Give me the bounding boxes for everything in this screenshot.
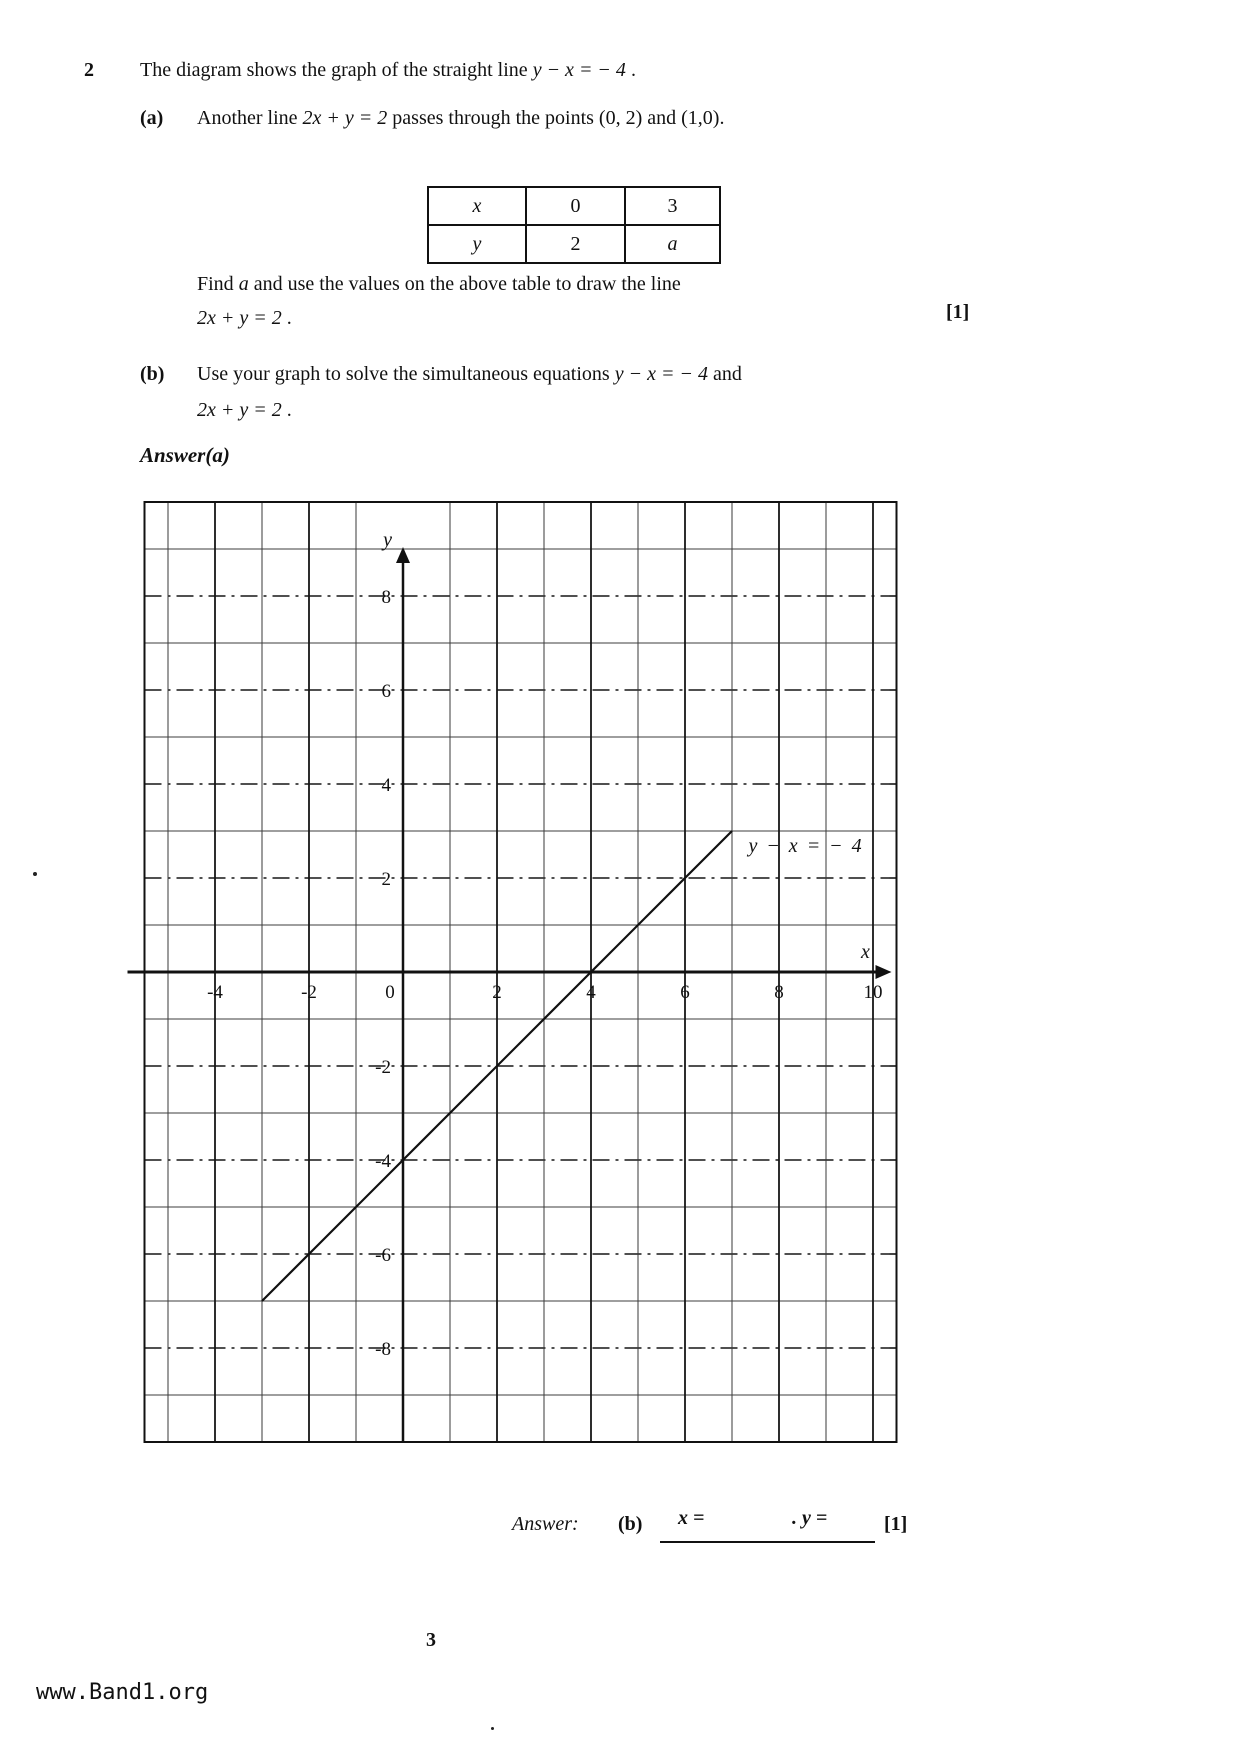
part-a-equation: 2x + y = 2 <box>302 107 388 129</box>
y-tick-label: 2 <box>381 869 391 890</box>
answer-b-x-equals: x = <box>678 1507 705 1529</box>
find-instruction-line2: 2x + y = 2 . <box>197 307 292 329</box>
table-cell-x-header: x <box>428 187 526 225</box>
line-equation-label: y − x = − 4 <box>748 835 864 858</box>
x-axis-arrow-icon <box>876 965 892 979</box>
part-a-text: Another line 2x + y = 2 passes through the points (0, 2) and (1,0). <box>197 107 725 129</box>
y-tick-label: -6 <box>375 1245 391 1266</box>
values-table <box>427 186 721 264</box>
table-row <box>428 225 720 263</box>
answer-b-label: Answer: <box>512 1513 579 1535</box>
y-tick-label: -4 <box>375 1151 391 1172</box>
part-b-label: (b) <box>140 363 165 385</box>
x-tick-label: 10 <box>863 982 883 1003</box>
y-tick-label: -2 <box>375 1057 391 1078</box>
part-b-text-line1: Use your graph to solve the simultaneous equations y − x = − 4 and <box>197 363 742 385</box>
y-tick-label: -8 <box>375 1339 391 1360</box>
x-tick-label: 6 <box>680 982 690 1003</box>
answer-a-heading: Answer(a) <box>140 443 230 467</box>
table-cell-ya: a <box>625 225 720 263</box>
x-tick-label: 0 <box>385 982 395 1003</box>
footer-url: www.Band1.org <box>36 1680 209 1705</box>
question-number: 2 <box>84 59 94 81</box>
table-row <box>428 187 720 225</box>
x-tick-label: 8 <box>774 982 784 1003</box>
x-axis-label: x <box>861 941 870 963</box>
page-number: 3 <box>426 1629 436 1651</box>
y-tick-label: 4 <box>381 775 391 796</box>
answer-b-part-ref: (b) <box>618 1513 643 1535</box>
table-cell-y2: 2 <box>526 225 625 263</box>
y-tick-label: 8 <box>381 587 391 608</box>
x-tick-label: -4 <box>207 982 223 1003</box>
x-tick-label: 4 <box>586 982 596 1003</box>
find-instruction-line1: Find a and use the values on the above table to draw the line <box>197 273 681 295</box>
table-cell-y-header: y <box>428 225 526 263</box>
answer-blank-line <box>660 1540 875 1543</box>
coordinate-grid-chart <box>120 488 926 1460</box>
table-cell-x0: 0 <box>526 187 625 225</box>
x-tick-label: -2 <box>301 982 317 1003</box>
mark-bracket-a: [1] <box>946 301 970 323</box>
y-axis-label: y <box>383 529 392 551</box>
scan-noise-dot <box>491 1727 494 1730</box>
part-a-label: (a) <box>140 107 164 129</box>
table-cell-x3: 3 <box>625 187 720 225</box>
mark-bracket-b: [1] <box>884 1513 908 1535</box>
part-b-text-line2: 2x + y = 2 . <box>197 399 292 421</box>
scan-noise-dot <box>33 872 37 876</box>
x-tick-label: 2 <box>492 982 502 1003</box>
y-tick-label: 6 <box>381 681 391 702</box>
intro-equation: y − x = − 4 <box>532 59 626 81</box>
question-intro: The diagram shows the graph of the straight line y − x = − 4 . <box>140 59 636 81</box>
answer-b-y-equals: . y = <box>792 1507 828 1529</box>
